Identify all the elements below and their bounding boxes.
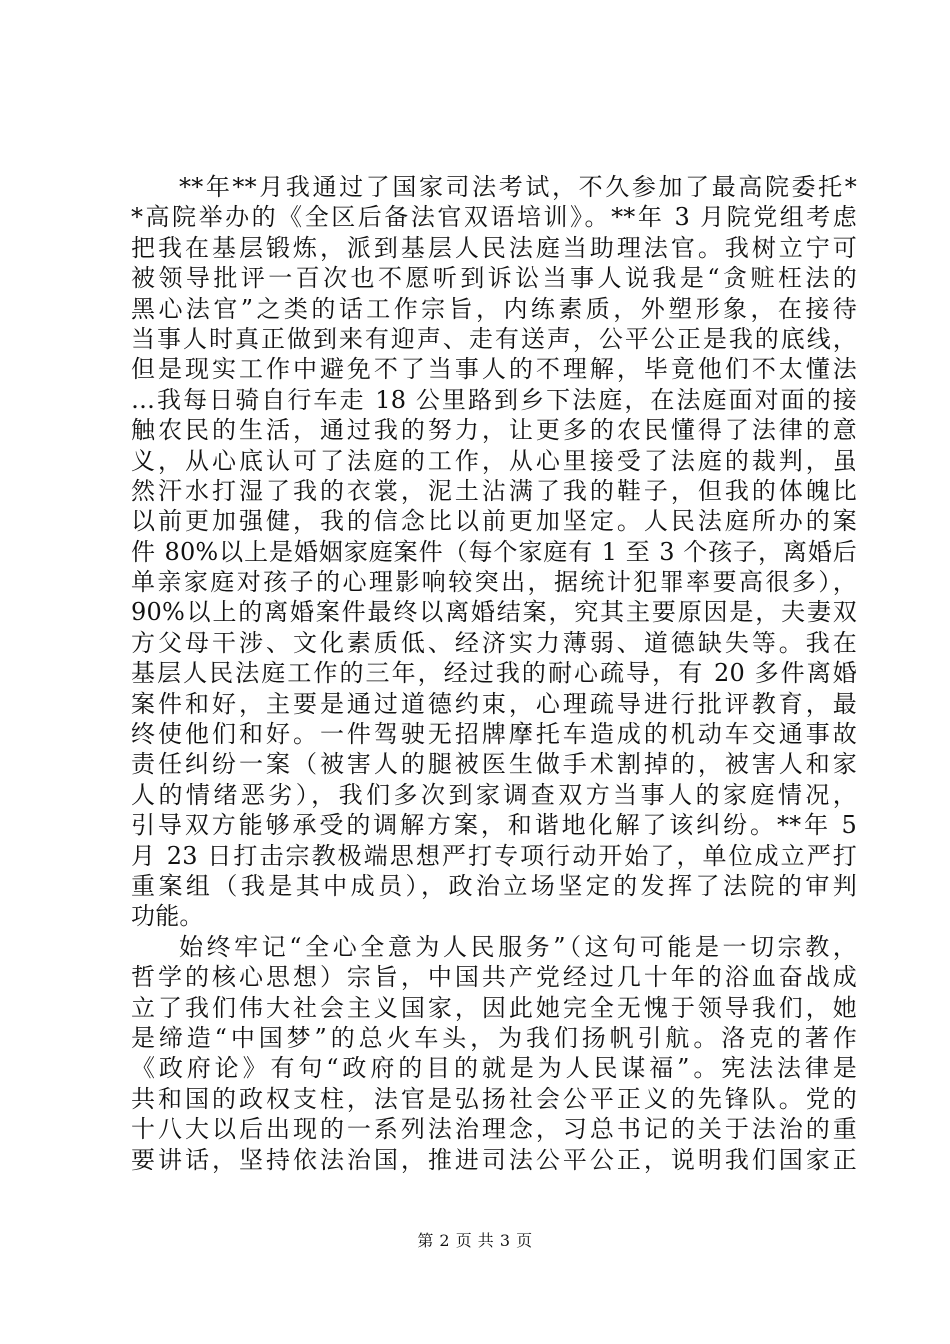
text-line: 要讲话，坚持依法治国，推进司法公平公正，说明我们国家正 bbox=[131, 1145, 857, 1174]
text-line: 《政府论》有句“政府的目的就是为人民谋福”。宪法法律是 bbox=[131, 1054, 857, 1083]
text-line: 功能。 bbox=[131, 902, 204, 931]
text-line: 90%以上的离婚案件最终以离婚结案，究其主要原因是，夫妻双 bbox=[131, 598, 857, 627]
text-line: 立了我们伟大社会主义国家，因此她完全无愧于领导我们，她 bbox=[131, 993, 857, 1022]
text-line: 黑心法官”之类的话工作宗旨，内练素质，外塑形象，在接待 bbox=[131, 294, 857, 323]
text-line: 引导双方能够承受的调解方案，和谐地化解了该纠纷。**年 5 bbox=[131, 811, 857, 840]
text-line: 当事人时真正做到来有迎声、走有送声，公平公正是我的底线， bbox=[131, 324, 857, 353]
text-line: 月 23 日打击宗教极端思想严打专项行动开始了，单位成立严打 bbox=[131, 841, 857, 870]
text-line: **年**月我通过了国家司法考试，不久参加了最高院委托* bbox=[179, 173, 857, 201]
text-line: 以前更加强健，我的信念比以前更加坚定。人民法庭所办的案 bbox=[131, 507, 857, 536]
text-line: 件 80%以上是婚姻家庭案件（每个家庭有 1 至 3 个孩子，离婚后 bbox=[131, 537, 857, 566]
text-line: 责任纠纷一案（被害人的腿被医生做手术割掉的，被害人和家 bbox=[131, 750, 857, 779]
text-line: 把我在基层锻炼，派到基层人民法庭当助理法官。我树立宁可 bbox=[131, 233, 857, 262]
text-line: 共和国的政权支柱，法官是弘扬社会公平正义的先锋队。党的 bbox=[131, 1084, 857, 1113]
text-line: 人的情绪恶劣），我们多次到家调查双方当事人的家庭情况， bbox=[131, 780, 857, 809]
page-number-footer: 第 2 页 共 3 页 bbox=[417, 1231, 533, 1250]
text-line: 基层人民法庭工作的三年，经过我的耐心疏导，有 20 多件离婚 bbox=[131, 659, 857, 688]
text-line: 案件和好，主要是通过道德约束，心理疏导进行批评教育，最 bbox=[131, 689, 857, 718]
text-line: 单亲家庭对孩子的心理影响较突出，据统计犯罪率要高很多）， bbox=[131, 568, 857, 597]
text-line: 被领导批评一百次也不愿听到诉讼当事人说我是“贪赃枉法的 bbox=[131, 264, 857, 293]
text-line: 重案组（我是其中成员），政治立场坚定的发挥了法院的审判 bbox=[131, 871, 857, 900]
text-line: 然汗水打湿了我的衣裳，泥土沾满了我的鞋子，但我的体魄比 bbox=[131, 476, 857, 505]
document-body bbox=[131, 172, 857, 1175]
text-line: 是缔造“中国梦”的总火车头，为我们扬帆引航。洛克的著作 bbox=[131, 1023, 857, 1052]
text-line: 但是现实工作中避免不了当事人的不理解，毕竟他们不太懂法 bbox=[131, 355, 857, 384]
text-line: 义，从心底认可了法庭的工作，从心里接受了法庭的裁判，虽 bbox=[131, 446, 857, 475]
text-line: 哲学的核心思想）宗旨，中国共产党经过几十年的浴血奋战成 bbox=[131, 963, 857, 992]
text-line: 触农民的生活，通过我的努力，让更多的农民懂得了法律的意 bbox=[131, 416, 857, 445]
text-line: 始终牢记“全心全意为人民服务”（这句可能是一切宗教， bbox=[179, 932, 857, 961]
text-line: *高院举办的《全区后备法官双语培训》。**年 3 月院党组考虑 bbox=[131, 203, 857, 232]
text-line: 终使他们和好。一件驾驶无招牌摩托车造成的机动车交通事故 bbox=[131, 720, 857, 749]
text-line: 十八大以后出现的一系列法治理念，习总书记的关于法治的重 bbox=[131, 1115, 857, 1144]
text-line: 方父母干涉、文化素质低、经济实力薄弱、道德缺失等。我在 bbox=[131, 628, 857, 657]
text-line: …我每日骑自行车走 18 公里路到乡下法庭，在法庭面对面的接 bbox=[131, 385, 857, 414]
